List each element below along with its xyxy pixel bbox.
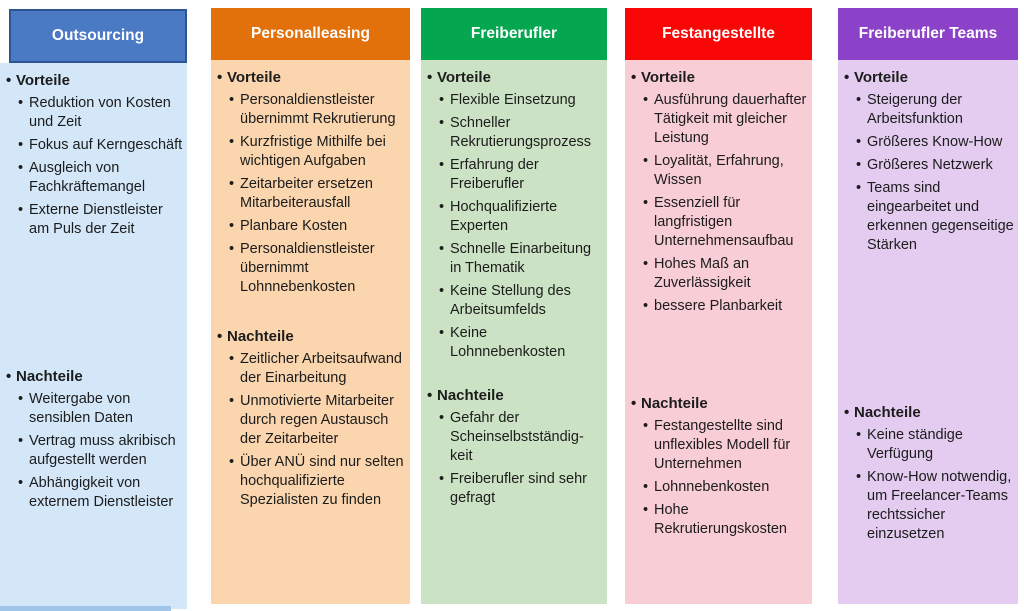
advantage-item-text: Ausgleich von Fachkräftemangel <box>29 160 146 195</box>
cropped-slide-element <box>0 606 171 611</box>
vorteile-heading <box>427 68 603 87</box>
advantage-item-text: Erfahrung der Freiberufler <box>450 157 539 192</box>
nachteile-section <box>631 394 808 539</box>
bullet-icon: • <box>439 92 445 108</box>
advantage-item-text: Personaldienstleister übernimmt Lohnnebenkosten <box>240 241 375 295</box>
advantage-item <box>643 91 808 148</box>
bullet-icon: • <box>18 391 24 407</box>
disadvantage-item-text: Hohe Rekrutierungskosten <box>654 502 787 537</box>
nachteile-label: Nachteile <box>854 404 921 421</box>
advantage-item-text: Loyalität, Erfahrung, Wissen <box>654 153 784 188</box>
vorteile-list <box>6 94 183 239</box>
disadvantage-item <box>18 432 183 470</box>
disadvantage-item-text: Weitergabe von sensiblen Daten <box>29 391 133 426</box>
bullet-icon: • <box>18 160 24 176</box>
nachteile-heading <box>631 394 808 413</box>
advantage-item-text: Hohes Maß an Zuverlässigkeit <box>654 256 751 291</box>
bullet-icon: • <box>856 134 862 150</box>
nachteile-heading <box>6 367 183 386</box>
vorteile-list <box>427 91 603 362</box>
advantage-item-text: Essenziell für langfristigen Unternehmensaufbau <box>654 195 794 249</box>
bullet-icon: • <box>643 153 649 169</box>
advantage-item-text: Teams sind eingearbeitet und erkennen gegenseitige Stärken <box>867 180 1014 253</box>
advantage-item <box>856 91 1014 129</box>
nachteile-list <box>844 426 1014 544</box>
advantage-item-text: Ausführung dauerhafter Tätigkeit mit gleicher Leistung <box>654 92 807 146</box>
nachteile-list <box>631 417 808 539</box>
bullet-icon: • <box>643 479 649 495</box>
advantage-item-text: Reduktion von Kosten und Zeit <box>29 95 171 130</box>
bullet-icon: • <box>643 502 649 518</box>
nachteile-section <box>6 367 183 512</box>
disadvantage-item-text: Gefahr der Scheinselbstständig-keit <box>450 410 584 464</box>
nachteile-label: Nachteile <box>16 368 83 385</box>
column-body <box>625 60 812 604</box>
nachteile-list <box>427 409 603 508</box>
bullet-icon: • <box>844 69 850 86</box>
advantage-item <box>18 136 183 155</box>
column-body <box>0 63 187 609</box>
nachteile-label: Nachteile <box>437 387 504 404</box>
advantage-item-text: Kurzfristige Mithilfe bei wichtigen Aufgaben <box>240 134 386 169</box>
bullet-icon: • <box>229 393 235 409</box>
bullet-icon: • <box>439 471 445 487</box>
advantage-item <box>856 156 1014 175</box>
bullet-icon: • <box>229 92 235 108</box>
disadvantage-item <box>856 426 1014 464</box>
disadvantage-item-text: Freiberufler sind sehr gefragt <box>450 471 587 506</box>
column-title: Outsourcing <box>51 27 145 44</box>
disadvantage-item <box>439 409 603 466</box>
bullet-icon: • <box>6 72 12 89</box>
bullet-icon: • <box>643 256 649 272</box>
disadvantage-item <box>643 417 808 474</box>
vorteile-section <box>217 68 406 297</box>
advantage-item-text: Flexible Einsetzung <box>450 92 576 108</box>
advantage-item <box>229 240 406 297</box>
vorteile-label: Vorteile <box>227 69 281 86</box>
advantage-item-text: bessere Planbarkeit <box>654 298 783 314</box>
column-title: Freiberufler <box>470 25 558 42</box>
vorteile-heading <box>6 71 183 90</box>
vorteile-section <box>631 68 808 316</box>
advantage-item-text: Fokus auf Kerngeschäft <box>29 137 183 153</box>
bullet-icon: • <box>631 395 637 412</box>
disadvantage-item <box>643 501 808 539</box>
disadvantage-item-text: Festangestellte sind unflexibles Modell für Unternehmen <box>654 418 791 472</box>
bullet-icon: • <box>439 410 445 426</box>
nachteile-list <box>6 390 183 512</box>
bullet-icon: • <box>856 469 862 485</box>
advantage-item-text: Keine Stellung des Arbeitsumfelds <box>450 283 571 318</box>
advantage-item <box>439 324 603 362</box>
bullet-icon: • <box>631 69 637 86</box>
column <box>211 0 410 604</box>
disadvantage-item-text: Über ANÜ sind nur selten hochqualifizierte Spezialisten zu finden <box>240 454 404 508</box>
bullet-icon: • <box>427 387 433 404</box>
advantage-item <box>643 297 808 316</box>
bullet-icon: • <box>643 92 649 108</box>
disadvantage-item <box>229 392 406 449</box>
disadvantage-item <box>643 478 808 497</box>
vorteile-label: Vorteile <box>437 69 491 86</box>
disadvantage-item <box>229 350 406 388</box>
disadvantage-item-text: Zeitlicher Arbeitsaufwand der Einarbeitung <box>240 351 402 386</box>
column-body <box>838 60 1018 604</box>
disadvantage-item <box>229 453 406 510</box>
bullet-icon: • <box>643 195 649 211</box>
bullet-icon: • <box>217 69 223 86</box>
advantage-item <box>229 91 406 129</box>
advantage-item <box>439 282 603 320</box>
disadvantage-item <box>18 474 183 512</box>
nachteile-heading <box>844 403 1014 422</box>
bullet-icon: • <box>18 95 24 111</box>
disadvantage-item-text: Vertrag muss akribisch aufgestellt werden <box>29 433 176 468</box>
advantage-item-text: Zeitarbeiter ersetzen Mitarbeiterausfall <box>240 176 373 211</box>
bullet-icon: • <box>643 418 649 434</box>
bullet-icon: • <box>18 137 24 153</box>
bullet-icon: • <box>217 328 223 345</box>
bullet-icon: • <box>229 218 235 234</box>
disadvantage-item-text: Abhängigkeit von externem Dienstleister <box>29 475 174 510</box>
bullet-icon: • <box>18 202 24 218</box>
advantage-item-text: Externe Dienstleister am Puls der Zeit <box>29 202 163 237</box>
advantage-item <box>856 179 1014 255</box>
advantage-item <box>439 156 603 194</box>
advantage-item <box>229 217 406 236</box>
vorteile-heading <box>844 68 1014 87</box>
disadvantage-item <box>18 390 183 428</box>
vorteile-heading <box>631 68 808 87</box>
advantage-item <box>18 94 183 132</box>
advantage-item <box>18 159 183 197</box>
bullet-icon: • <box>6 368 12 385</box>
bullet-icon: • <box>229 351 235 367</box>
advantage-item <box>439 114 603 152</box>
column-header <box>421 8 607 60</box>
nachteile-section <box>844 403 1014 544</box>
column-body <box>421 60 607 604</box>
vorteile-list <box>844 91 1014 255</box>
vorteile-label: Vorteile <box>854 69 908 86</box>
advantage-item <box>643 194 808 251</box>
advantage-item <box>439 198 603 236</box>
column-header <box>625 8 812 60</box>
column <box>421 0 607 604</box>
advantage-item-text: Größeres Netzwerk <box>867 157 993 173</box>
bullet-icon: • <box>427 69 433 86</box>
advantage-item-text: Schnelle Einarbeitung in Thematik <box>450 241 592 276</box>
disadvantage-item-text: Lohnnebenkosten <box>654 479 770 495</box>
advantage-item-text: Steigerung der Arbeitsfunktion <box>867 92 963 127</box>
disadvantage-item-text: Know-How notwendig, um Freelancer-Teams rechtssicher einzusetzen <box>867 469 1012 542</box>
column-title: Festangestellte <box>662 25 775 42</box>
advantage-item <box>856 133 1014 152</box>
bullet-icon: • <box>439 199 445 215</box>
advantage-item <box>229 175 406 213</box>
advantage-item-text: Größeres Know-How <box>867 134 1003 150</box>
vorteile-section <box>844 68 1014 255</box>
advantage-item <box>439 91 603 110</box>
advantage-item <box>643 255 808 293</box>
vorteile-label: Vorteile <box>641 69 695 86</box>
nachteile-heading <box>427 386 603 405</box>
bullet-icon: • <box>18 475 24 491</box>
advantage-item <box>18 201 183 239</box>
nachteile-label: Nachteile <box>641 395 708 412</box>
column-title: Freiberufler Teams <box>858 25 998 42</box>
nachteile-section <box>427 386 603 508</box>
column <box>838 0 1018 604</box>
column-header <box>211 8 410 60</box>
bullet-icon: • <box>229 241 235 257</box>
nachteile-heading <box>217 327 406 346</box>
bullet-icon: • <box>439 325 445 341</box>
column <box>0 0 187 609</box>
bullet-icon: • <box>229 454 235 470</box>
advantage-item <box>229 133 406 171</box>
vorteile-label: Vorteile <box>16 72 70 89</box>
disadvantage-item <box>856 468 1014 544</box>
advantage-item <box>643 152 808 190</box>
advantage-item-text: Planbare Kosten <box>240 218 348 234</box>
nachteile-section <box>217 327 406 510</box>
bullet-icon: • <box>229 176 235 192</box>
disadvantage-item-text: Keine ständige Verfügung <box>867 427 963 462</box>
advantage-item-text: Personaldienstleister übernimmt Rekrutierung <box>240 92 396 127</box>
bullet-icon: • <box>856 427 862 443</box>
column-title: Personalleasing <box>251 25 370 42</box>
vorteile-list <box>217 91 406 297</box>
bullet-icon: • <box>439 157 445 173</box>
nachteile-label: Nachteile <box>227 328 294 345</box>
column <box>625 0 812 604</box>
bullet-icon: • <box>439 283 445 299</box>
bullet-icon: • <box>643 298 649 314</box>
vorteile-heading <box>217 68 406 87</box>
bullet-icon: • <box>18 433 24 449</box>
bullet-icon: • <box>229 134 235 150</box>
nachteile-list <box>217 350 406 510</box>
advantage-item-text: Hochqualifizierte Experten <box>450 199 558 234</box>
vorteile-section <box>6 71 183 239</box>
bullet-icon: • <box>844 404 850 421</box>
bullet-icon: • <box>856 180 862 196</box>
bullet-icon: • <box>856 92 862 108</box>
column-header <box>9 9 187 63</box>
vorteile-section <box>427 68 603 362</box>
disadvantage-item-text: Unmotivierte Mitarbeiter durch regen Austausch der Zeitarbeiter <box>240 393 394 447</box>
advantage-item <box>439 240 603 278</box>
vorteile-list <box>631 91 808 316</box>
advantage-item-text: Keine Lohnnebenkosten <box>450 325 566 360</box>
disadvantage-item <box>439 470 603 508</box>
column-body <box>211 60 410 604</box>
bullet-icon: • <box>439 241 445 257</box>
advantage-item-text: Schneller Rekrutierungsprozess <box>450 115 592 150</box>
bullet-icon: • <box>439 115 445 131</box>
column-header <box>838 8 1018 60</box>
bullet-icon: • <box>856 157 862 173</box>
